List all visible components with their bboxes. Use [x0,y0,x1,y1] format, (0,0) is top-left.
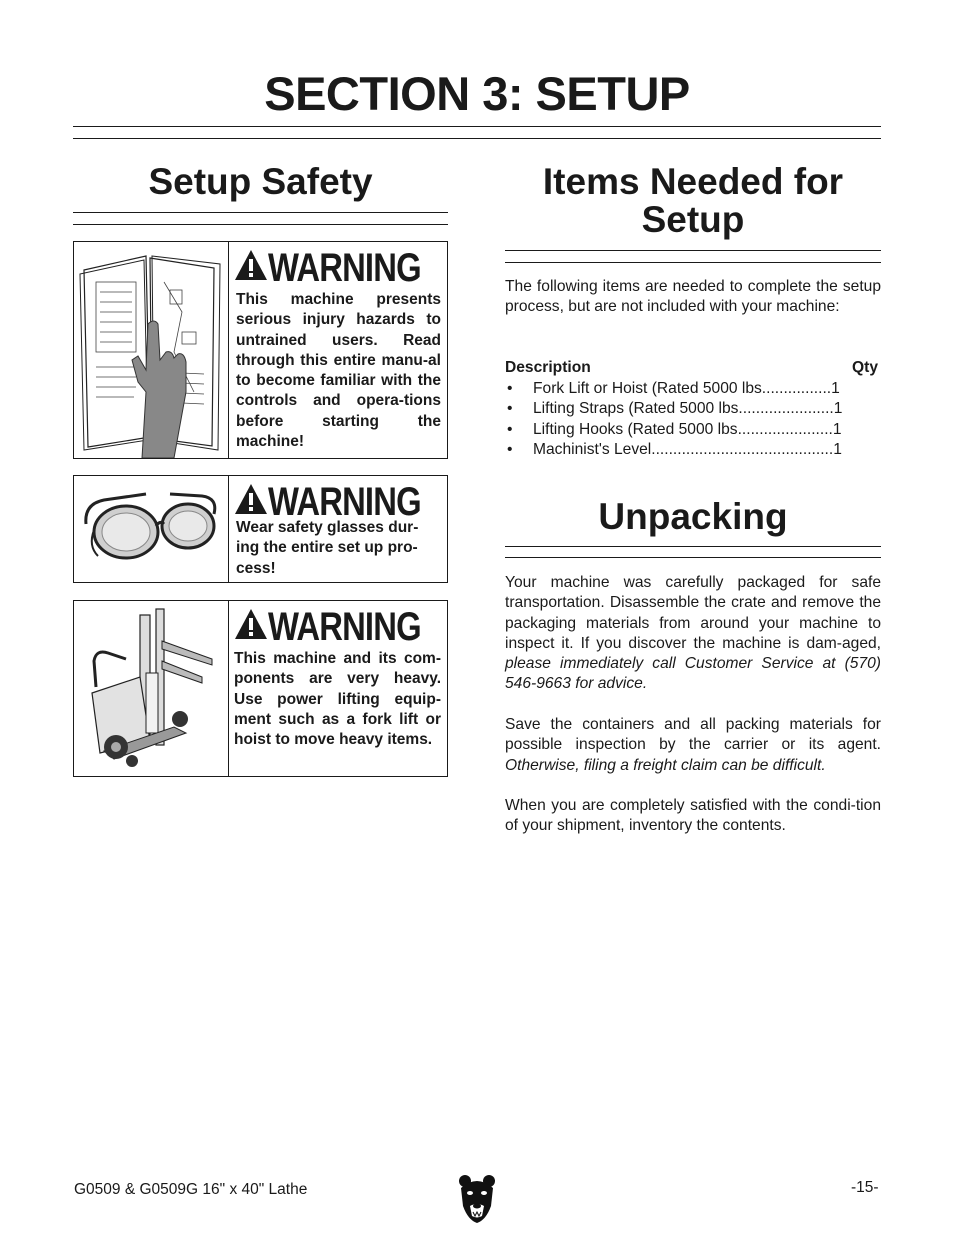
items-intro-paragraph: The following items are needed to complete the setup process, but are not included with your machine: [505,278,881,316]
list-item: • Lifting Straps (Rated 5000 lbs......................1 [505,399,875,419]
safety-glasses-icon [74,476,229,582]
unpacking-rule-top [505,546,881,547]
list-item: • Machinist's Level..........................................1 [505,440,875,460]
setup-safety-rule-top [73,212,448,213]
footer-page-number: -15- [851,1179,879,1196]
list-item: • Lifting Hooks (Rated 5000 lbs......................1 [505,420,875,440]
items-rule-top [505,250,881,251]
warning-header-1 [234,248,444,290]
warning-triangle-icon [234,248,268,282]
unpacking-paragraph-3: When you are completely satisfied with the condi-tion of your shipment, inventory the contents. [505,797,881,835]
setup-safety-rule-bottom [73,224,448,225]
grizzly-bear-logo-icon [458,1172,496,1224]
warning-triangle-icon [234,482,268,516]
warning-triangle-icon [234,607,268,641]
items-list [505,379,875,460]
customer-service-note: please immediately call Customer Service at (570) 546-9663 for advice. [505,655,881,693]
items-table-header [505,359,878,377]
col-qty: Qty [852,359,878,376]
title-rule-top [73,126,881,127]
col-description: Description [505,359,591,376]
items-needed-heading: Items Needed for Setup [542,161,844,240]
unpacking-rule-bottom [505,557,881,558]
list-item: • Fork Lift or Hoist (Rated 5000 lbs................1 [505,379,875,399]
setup-safety-heading: Setup Safety [148,161,373,202]
warning-box-glasses [73,475,448,583]
unpacking-paragraph-1: Your machine was carefully packaged for safe transportation. Disassemble the crate and remove the packaging materials from around your machine to inspect it. If you discover the machine is dam-aged, please immediately call Customer Service at (570) 546-9663 for advice. [505,574,881,693]
warning-label: WARNING [268,246,421,290]
manual-reading-icon [74,242,229,458]
unpacking-heading: Unpacking [598,496,788,537]
warning-box-manual [73,241,448,459]
warning-box-heavy [73,600,448,777]
warning-header-3 [234,607,444,649]
unpacking-paragraph-2: Save the containers and all packing materials for possible inspection by the carrier or its agent. Otherwise, filing a freight claim can be difficult. [505,716,881,774]
footer-model: G0509 & G0509G 16" x 40" Lathe [74,1181,308,1198]
forklift-hand-truck-icon [74,601,229,776]
title-rule-bottom [73,138,881,139]
warning-text-1: This machine presents serious injury hazards to untrained users. Read through this entire manu-al to become familiar with the controls and opera-tions before starting the machine! [236,291,441,451]
items-rule-bottom [505,262,881,263]
warning-label: WARNING [268,605,421,649]
warning-label: WARNING [268,480,421,524]
warning-text-2: Wear safety glasses dur-ing the entire set up pro-cess! [236,519,419,577]
page-title: SECTION 3: SETUP [264,67,690,120]
warning-text-3: This machine and its com-ponents are very heavy. Use power lifting equip-ment such as a fork lift or hoist to move heavy items. [234,650,441,749]
freight-claim-note: Otherwise, filing a freight claim can be difficult. [505,756,826,774]
